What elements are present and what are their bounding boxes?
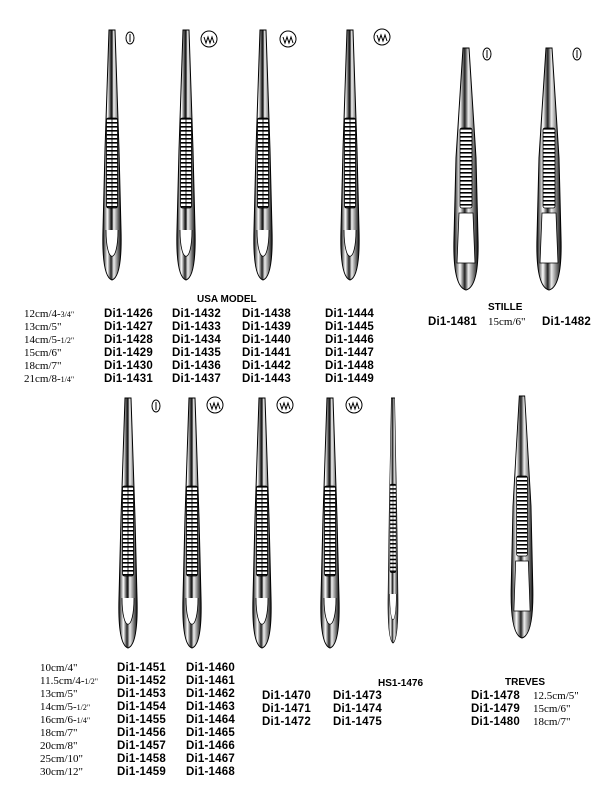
catalog-code: Di1-1440 [242, 334, 291, 346]
usa-model-heading: USA MODEL [197, 294, 257, 305]
catalog-code: Di1-1432 [172, 308, 221, 320]
catalog-code: Di1-1464 [186, 714, 235, 726]
teeth-icon [277, 397, 293, 413]
catalog-code: Di1-1455 [117, 714, 166, 726]
teeth-icon [374, 29, 390, 45]
stille-code-left: Di1-1481 [428, 316, 477, 328]
catalog-code: Di1-1449 [325, 373, 374, 385]
hs-col-2 [333, 690, 382, 729]
usa-model-col-2 [172, 308, 221, 386]
size-row: 30cm/12" [40, 766, 83, 778]
catalog-code: Di1-1458 [117, 753, 166, 765]
size-row: 10cm/4" [40, 662, 78, 674]
catalog-code: Di1-1472 [262, 716, 311, 728]
forceps-hs1476 [388, 398, 398, 643]
stille-code-right: Di1-1482 [542, 316, 591, 328]
catalog-code: Di1-1430 [104, 360, 153, 372]
catalog-code: Di1-1438 [242, 308, 291, 320]
catalog-code: Di1-1478 [471, 690, 520, 702]
catalog-code: Di1-1467 [186, 753, 235, 765]
catalog-code: Di1-1426 [104, 308, 153, 320]
forceps-1481 [454, 48, 478, 290]
catalog-code: Di1-1465 [186, 727, 235, 739]
forceps-1482 [537, 48, 561, 290]
catalog-code: Di1-1454 [117, 701, 166, 713]
teeth-icon [126, 32, 134, 44]
catalog-code: Di1-1480 [471, 716, 520, 728]
size-row: 14cm/5-1/2" [40, 701, 91, 713]
catalog-code: Di1-1434 [172, 334, 221, 346]
forceps-1460 [183, 398, 201, 648]
usa-model-col-1 [104, 308, 153, 386]
catalog-code: Di1-1473 [333, 690, 382, 702]
catalog-code: Di1-1452 [117, 675, 166, 687]
catalog-code: Di1-1436 [172, 360, 221, 372]
bottom-col-2 [186, 662, 235, 779]
catalog-code: Di1-1442 [242, 360, 291, 372]
size-row: 12.5cm/5" [533, 690, 579, 702]
size-row: 20cm/8" [40, 740, 78, 752]
forceps-1444 [341, 30, 359, 280]
catalog-code: Di1-1479 [471, 703, 520, 715]
size-row: 13cm/5" [24, 321, 62, 333]
catalog-code: Di1-1459 [117, 766, 166, 778]
size-row: 14cm/5-1/2" [24, 334, 75, 346]
forceps-1473 [321, 398, 339, 648]
size-row: 21cm/8-1/4" [24, 373, 75, 385]
catalog-code: Di1-1433 [172, 321, 221, 333]
forceps-1432 [177, 30, 195, 280]
teeth-icon [201, 31, 217, 47]
teeth-icon [483, 48, 491, 60]
catalog-code: Di1-1444 [325, 308, 374, 320]
catalog-code: Di1-1428 [104, 334, 153, 346]
usa-model-sizes [24, 308, 74, 386]
catalog-code: Di1-1463 [186, 701, 235, 713]
catalog-code: Di1-1439 [242, 321, 291, 333]
catalog-code: Di1-1460 [186, 662, 235, 674]
size-row: 18cm/7" [24, 360, 62, 372]
catalog-code: Di1-1451 [117, 662, 166, 674]
catalog-code: Di1-1427 [104, 321, 153, 333]
forceps-1451 [119, 398, 137, 648]
size-row: 12cm/4-3/4" [24, 308, 75, 320]
catalog-code: Di1-1475 [333, 716, 382, 728]
forceps-1438 [254, 30, 272, 280]
forceps-treves [511, 396, 533, 638]
catalog-code: Di1-1457 [117, 740, 166, 752]
catalog-code: Di1-1448 [325, 360, 374, 372]
catalog-code: Di1-1445 [325, 321, 374, 333]
size-row: 18cm/7" [40, 727, 78, 739]
treves-heading: TREVES [505, 677, 546, 688]
catalog-code: Di1-1447 [325, 347, 374, 359]
stille-size: 15cm/6" [488, 316, 526, 328]
usa-model-col-4 [325, 308, 374, 386]
catalog-code: Di1-1429 [104, 347, 153, 359]
bottom-col-1 [117, 662, 166, 779]
teeth-icon [346, 397, 362, 413]
hs-col-1 [262, 690, 311, 729]
catalog-code: Di1-1470 [262, 690, 311, 702]
size-row: 18cm/7" [533, 716, 571, 728]
size-row: 25cm/10" [40, 753, 83, 765]
bottom-sizes [40, 662, 98, 779]
teeth-icon [573, 48, 581, 60]
catalog-code: Di1-1462 [186, 688, 235, 700]
catalog-code: Di1-1466 [186, 740, 235, 752]
size-row: 15cm/6" [533, 703, 571, 715]
teeth-icon [207, 397, 223, 413]
catalog-code: Di1-1435 [172, 347, 221, 359]
teeth-icon [152, 400, 160, 412]
catalog-code: Di1-1441 [242, 347, 291, 359]
catalog-code: Di1-1443 [242, 373, 291, 385]
treves-codes [471, 690, 520, 729]
catalog-code: Di1-1431 [104, 373, 153, 385]
size-row: 16cm/6-1/4" [40, 714, 91, 726]
forceps-1470 [253, 398, 271, 648]
treves-sizes [533, 690, 579, 729]
usa-model-col-3 [242, 308, 291, 386]
forceps-1426 [103, 30, 121, 280]
hs-heading: HS1-1476 [378, 678, 424, 689]
catalog-code: Di1-1437 [172, 373, 221, 385]
size-row: 15cm/6" [24, 347, 62, 359]
size-row: 11.5cm/4-1/2" [40, 675, 98, 687]
catalog-code: Di1-1453 [117, 688, 166, 700]
catalog-code: Di1-1461 [186, 675, 235, 687]
size-row: 13cm/5" [40, 688, 78, 700]
teeth-icon [280, 31, 296, 47]
catalog-code: Di1-1474 [333, 703, 382, 715]
catalog-code: Di1-1468 [186, 766, 235, 778]
stille-heading: STILLE [488, 302, 523, 313]
catalog-code: Di1-1456 [117, 727, 166, 739]
catalog-code: Di1-1446 [325, 334, 374, 346]
catalog-code: Di1-1471 [262, 703, 311, 715]
